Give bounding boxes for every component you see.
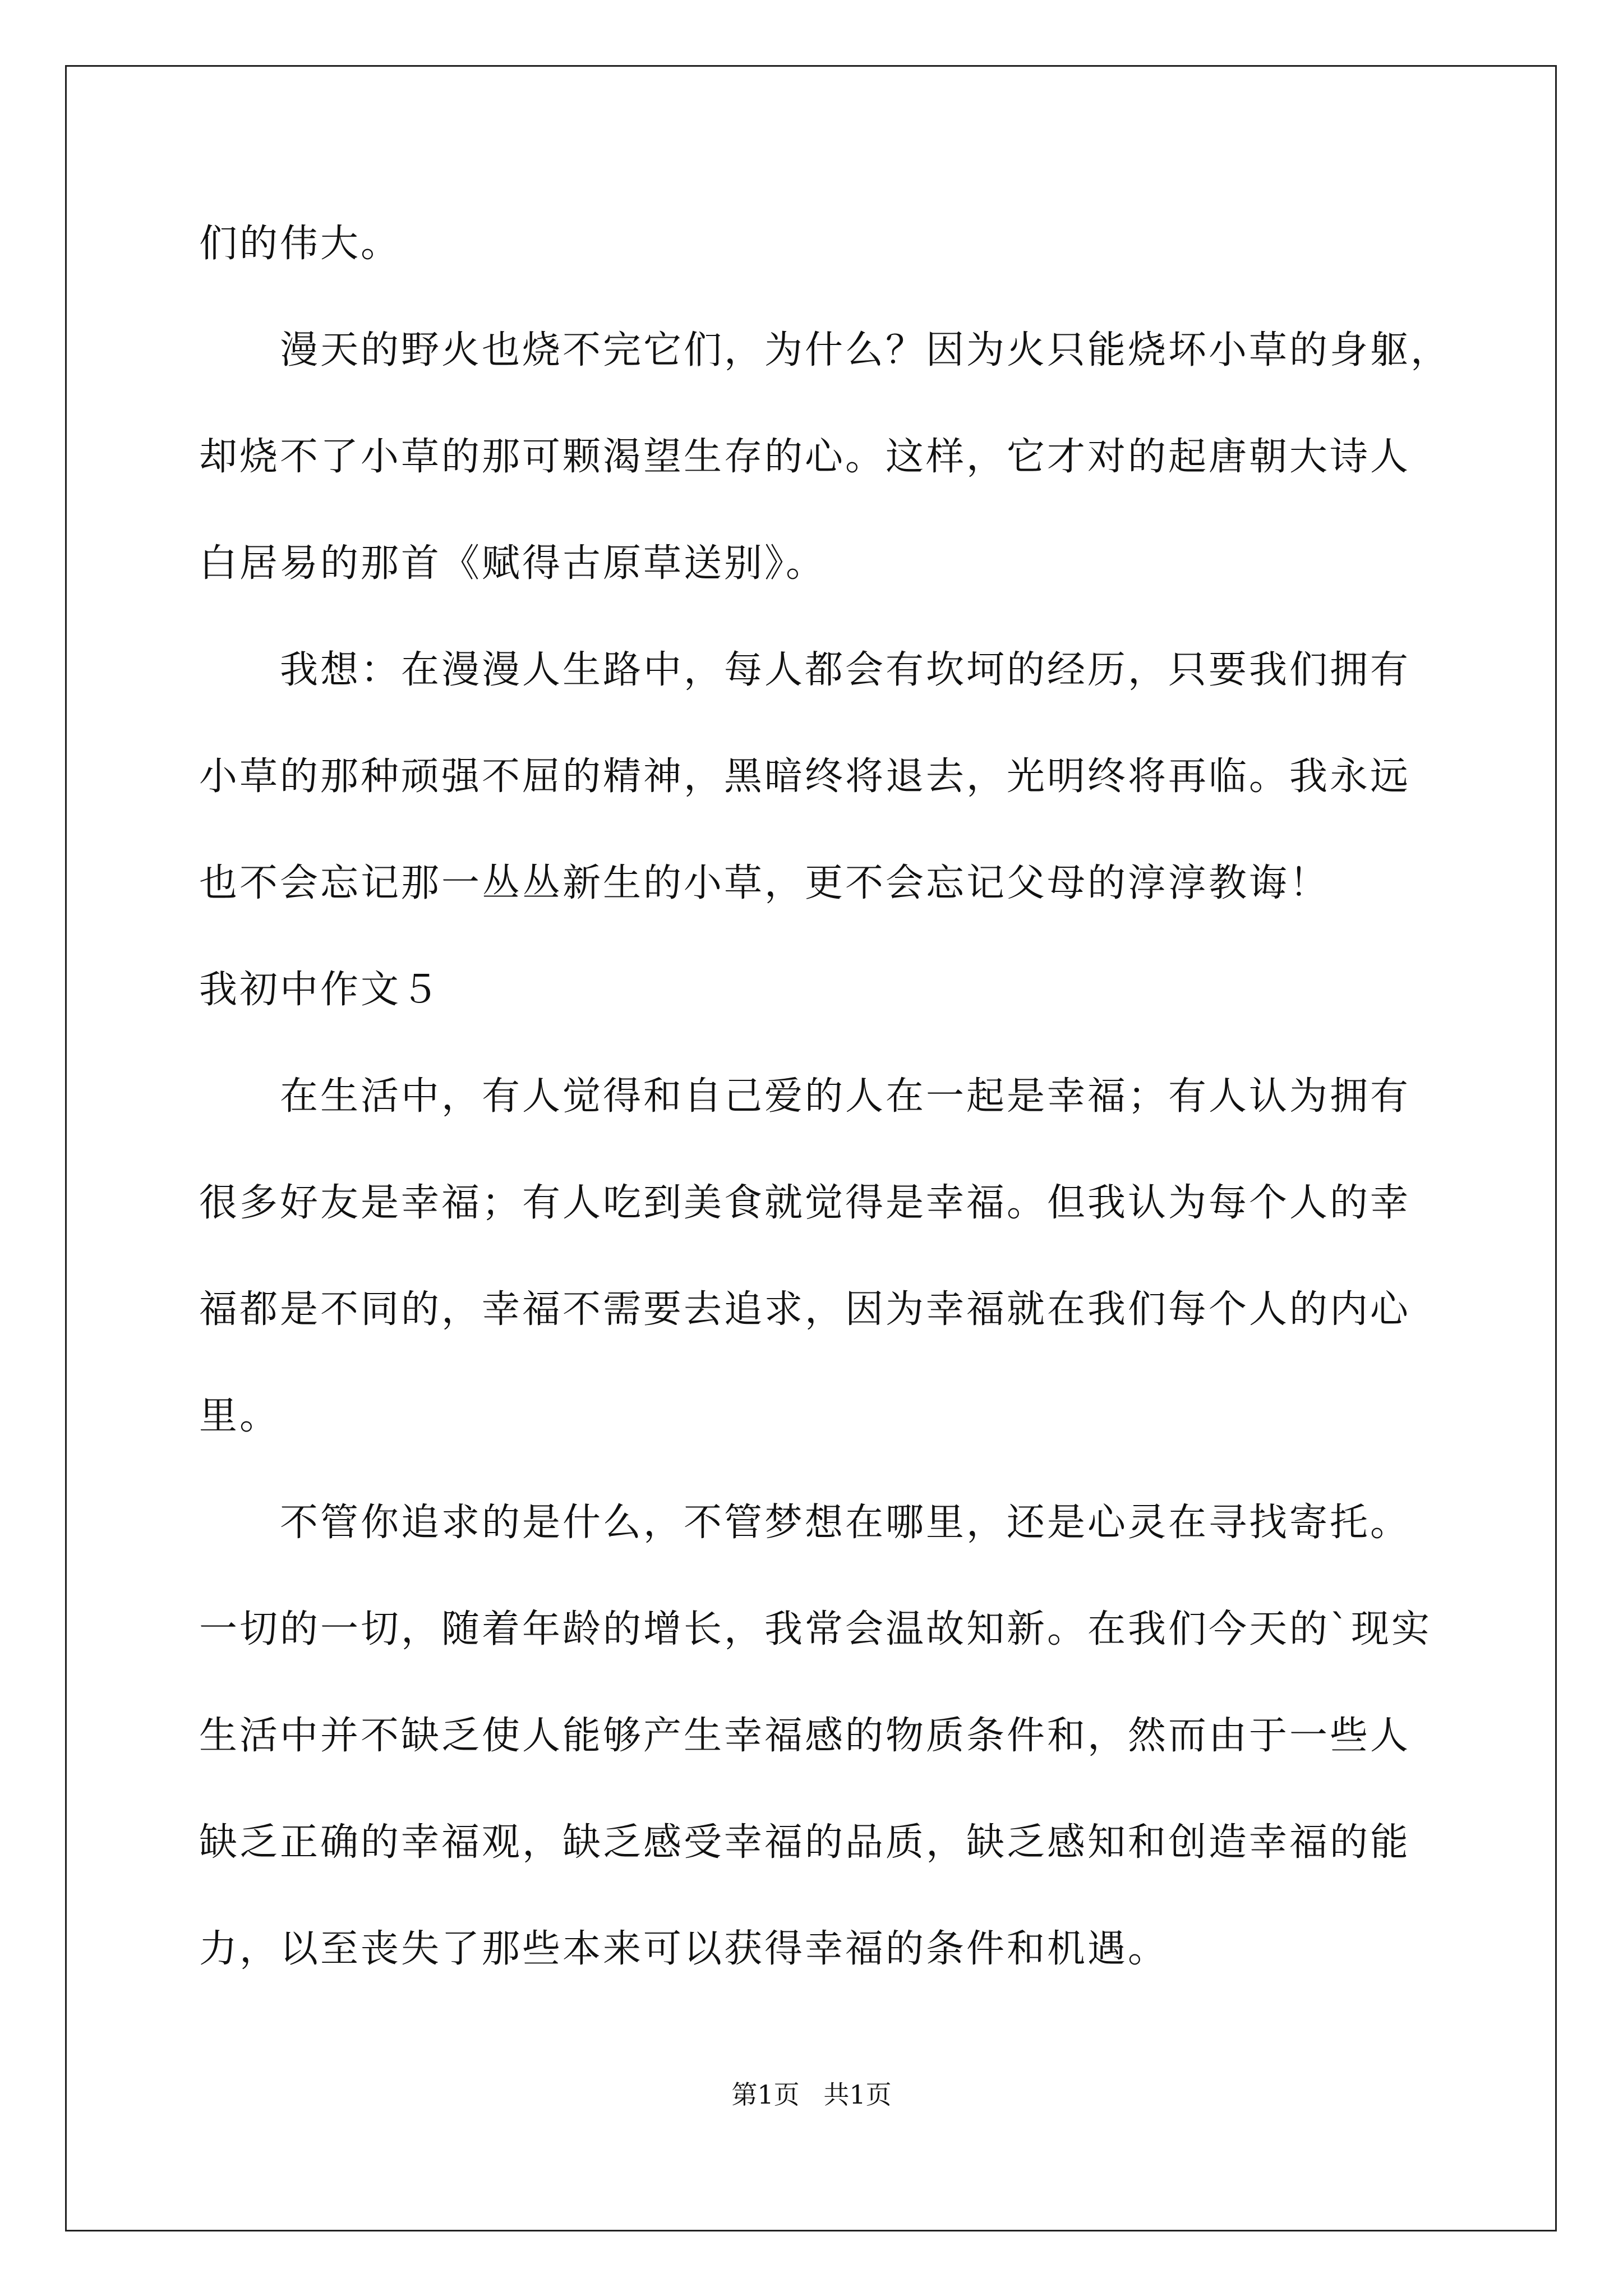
text-line: 我想：在漫漫人生路中，每人都会有坎坷的经历，只要我们拥有 <box>280 648 1411 692</box>
text-line: 在生活中，有人觉得和自己爱的人在一起是幸福；有人认为拥有 <box>280 1074 1411 1119</box>
text-line: 白居易的那首《赋得古原草送别》。 <box>199 541 827 586</box>
text-line: 漫天的野火也烧不完它们，为什么？因为火只能烧坏小草的身躯， <box>280 328 1451 372</box>
text-line: 小草的那种顽强不屈的精神，黑暗终将退去，光明终将再临。我永远 <box>199 754 1411 799</box>
text-line: 们的伟大。 <box>199 222 402 266</box>
page-number: 第1页 <box>731 2079 800 2110</box>
page-footer <box>0 2074 1623 2111</box>
text-line: 生活中并不缺乏使人能够产生幸福感的物质条件和，然而由于一些人 <box>199 1714 1411 1758</box>
text-line: 却烧不了小草的那可颗渴望生存的心。这样，它才对的起唐朝大诗人 <box>199 435 1411 479</box>
section-heading: 我初中作文５ <box>199 968 442 1012</box>
text-line: 福都是不同的，幸福不需要去追求，因为幸福就在我们每个人的内心 <box>199 1287 1411 1332</box>
text-line: 里。 <box>199 1394 280 1438</box>
text-line: 一切的一切，随着年龄的增长，我常会温故知新。在我们今天的`现实 <box>199 1607 1432 1651</box>
text-line: 不管你追求的是什么，不管梦想在哪里，还是心灵在寻找寄托。 <box>280 1501 1411 1545</box>
text-line: 缺乏正确的幸福观，缺乏感受幸福的品质，缺乏感知和创造幸福的能 <box>199 1820 1411 1865</box>
text-line: 也不会忘记那一丛丛新生的小草，更不会忘记父母的淳淳教诲！ <box>199 861 1330 905</box>
page-total: 共1页 <box>823 2079 892 2110</box>
text-line: 力，以至丧失了那些本来可以获得幸福的条件和机遇。 <box>199 1927 1169 1971</box>
text-line: 很多好友是幸福；有人吃到美食就觉得是幸福。但我认为每个人的幸 <box>199 1181 1411 1225</box>
document-body <box>199 191 1451 2003</box>
